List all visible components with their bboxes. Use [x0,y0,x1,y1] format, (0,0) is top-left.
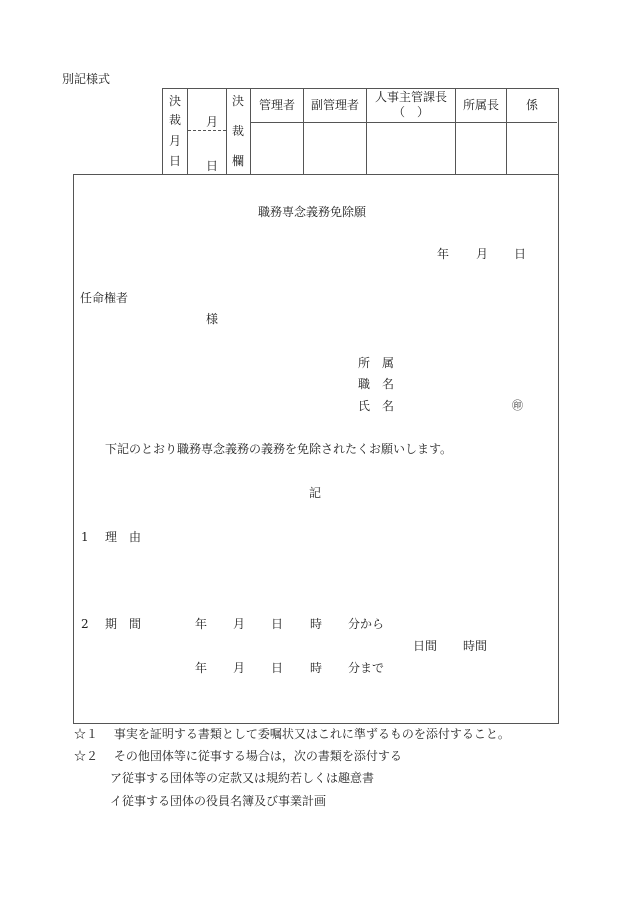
item1-number: 1 [81,530,89,544]
request-text: 下記のとおり職務専念義務の義務を免除されたくお願いします。 [105,442,453,456]
position-label: 職 名 [358,377,395,391]
label-char: 決 [231,94,244,108]
addressee-honorific: 様 [206,312,219,326]
to-month: 月 [233,661,246,675]
affiliation-label: 所 属 [358,356,395,370]
from-day: 日 [271,617,284,631]
header-dept-head: 所属長 [462,98,499,112]
to-day: 日 [271,661,284,675]
duration-days: 日間 [413,639,438,653]
label-char: 日 [168,154,181,168]
header-staff: 係 [525,98,538,112]
label-char: 裁 [168,113,181,127]
note-2: ☆２ その他団体等に従事する場合は，次の書類を添付する [74,749,402,763]
day-label: 日 [206,159,219,173]
date-year: 年 [437,247,450,261]
note-2b: イ従事する団体の役員名簿及び事業計画 [110,794,327,808]
label-char: 欄 [231,154,244,168]
date-month: 月 [476,247,489,261]
from-hour: 時 [310,617,323,631]
month-label: 月 [206,115,219,129]
from-month: 月 [233,617,246,631]
item2-label: 期 間 [105,617,142,631]
label-char: 決 [168,94,181,108]
header-personnel-chief: 人事主管課長 [374,90,447,104]
from-minute: 分から [348,617,385,631]
note-1: ☆１ 事実を証明する書類として委嘱状又はこれに準ずるものを添付すること。 [74,727,510,741]
header-manager: 管理者 [258,98,295,112]
seal-mark: ㊞ [512,399,523,412]
item1-label: 理 由 [105,530,142,544]
to-minute: 分まで [348,661,385,675]
label-char: 月 [168,134,181,148]
to-year: 年 [195,661,208,675]
label-char: 裁 [231,124,244,138]
item2-number: 2 [81,617,89,631]
header-deputy-manager: 副管理者 [310,98,359,112]
name-label: 氏 名 [358,399,395,413]
to-hour: 時 [310,661,323,675]
document-title: 職務専念義務免除願 [258,205,367,219]
from-year: 年 [195,617,208,631]
addressee-label: 任命権者 [80,291,129,305]
duration-hours: 時間 [463,639,488,653]
form-label: 別記様式 [62,72,111,86]
ki-heading: 記 [309,486,322,500]
header-personnel-paren: （ ） [392,105,429,119]
date-day: 日 [514,247,527,261]
note-2a: ア従事する団体等の定款又は規約若しくは趣意書 [110,771,375,785]
